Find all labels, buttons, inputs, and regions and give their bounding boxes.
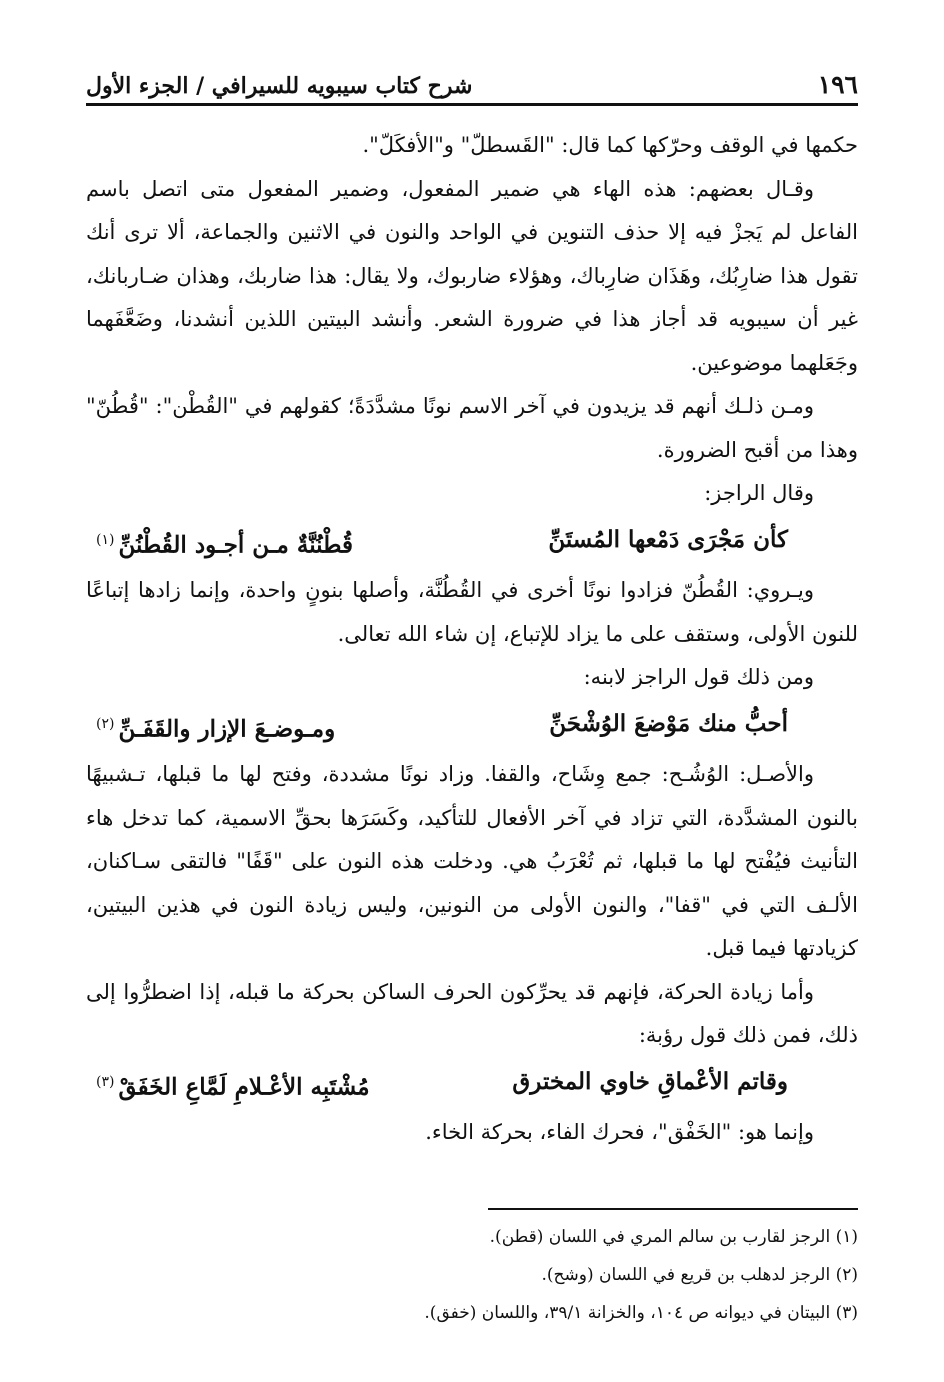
verse-1-second-text: قُطْنُنَّةٌ مـن أجـود القُطْنُنِّ (118, 531, 353, 559)
footnote-ref-3: (٣) (96, 1073, 115, 1090)
footnote-1: (١) الرجز لقارب بن سالم المري في اللسان (قطن). (489, 1227, 858, 1247)
verse-3-second-text: مُشْتَبِه الأعْـلامِ لَمَّاعِ الخَفَقْ (118, 1073, 370, 1101)
page-number: ١٩٦ (817, 70, 858, 99)
paragraph-2: وقـال بعضهم: هذه الهاء هي ضمير المفعول، وضمير المفعول متى اتصل باسم الفاعل لم يَجزْ فيه إلا حذف التنوين في الواحد والنون في الاثنين والجماعة، ألا ترى أنك تقول هذا ضارِبُك، وهَذَان ضارِباك، وهؤلاء ضاربوك، ولا يقال: هذا ضاربك، وهذان ضـاربانك، غير أن سيبويه قد أجاز هذا في ضرورة الشعر. وأنشد البيتين اللذين أنشدنا، وضَعَّفَهما وجَعَلهما موضوعين. (86, 176, 858, 375)
footnote-ref-2: (٢) (96, 715, 115, 732)
main-text (86, 124, 858, 1155)
paragraph-1: حكمها في الوقف وحرّكها كما قال: "القَسطلّ" و"الأفكَلّ". (362, 133, 858, 157)
paragraph-6: ومن ذلك قول الراجز لابنه: (583, 665, 814, 690)
verse-1-first-hemistich: كأن مَجْرَى دَمْعها المُستَنِّ (548, 525, 788, 553)
footnote-ref-1: (١) (96, 531, 115, 548)
verse-2-second-hemistich (96, 700, 335, 754)
paragraph-4: وقال الراجز: (704, 481, 814, 505)
book-title: شرح كتاب سيبويه للسيرافي / الجزء الأول (86, 73, 473, 99)
running-header (86, 62, 858, 106)
paragraph-5: ويـروي: القُطُنّ فزادوا نونًا أخرى في القُطُنَّة، وأصلها بنونٍ واحدة، وإنما زادها إتباعًا للنون الأولى، وستقف على ما يزاد للإتباع، إن شاء الله تعالى. (86, 578, 858, 646)
paragraph-8: وأما زيادة الحركة، فإنهم قد يحرِّكون الحرف الساكن بحركة ما قبله، إذا اضطرُّوا إلى ذلك، فمن ذلك قول رؤبة: (86, 979, 858, 1048)
verse-3 (86, 1058, 858, 1112)
paragraph-7: والأصـل: الوُشُـح: جمع وِشَاح، والقفا. وزاد نونًا مشددة، وفتح لها ما قبلها، تـشبيهًا بالنون المشدَّدة، التي تزاد في آخر الأفعال للتأكيد، وكَسَرَها بحقِّ الاسمية، كما تدخل هاء التأنيث فيُفْتح لها ما قبلها، ثم تُعْرَبُ هي. ودخلت هذه النون على "قَفًا" فالتقى سـاكنان، الألـف التي في "قفا"، والنون الأولى من النونين، وليس زيادة النون في هذين البيتين، كزيادتها فيما قبل. (86, 762, 858, 961)
footnote-2: (٢) الرجز لدهلب بن قريع في اللسان (وشح). (541, 1265, 858, 1285)
verse-2-first-hemistich: أحبُّ منك مَوْضعَ الوُشْحَنِّ (549, 709, 788, 737)
verse-1 (86, 516, 858, 570)
footnote-3: (٣) البيتان في ديوانه ص ١٠٤، والخزانة ٣٩/١، واللسان (خفق). (424, 1303, 858, 1323)
verse-1-second-hemistich (96, 516, 353, 570)
footnotes (86, 1218, 858, 1332)
footnote-divider (488, 1208, 858, 1210)
paragraph-9: وإنما هو: "الخَفْق"، فحرك الفاء، بحركة الخاء. (425, 1120, 814, 1145)
verse-2-second-text: ومـوضـعَ الإزار والقَفَـنِّ (118, 715, 336, 743)
paragraph-3: ومـن ذلـك أنهم قد يزيدون في آخر الاسم نونًا مشدَّدَةً؛ كقولهم في "القُطْن": "قُطُنّ" وهذا من أقبح الضرورة. (86, 394, 858, 462)
verse-3-second-hemistich (96, 1058, 370, 1112)
verse-2 (86, 700, 858, 754)
verse-3-first-hemistich: وقاتم الأعْماقِ خاوي المخترق (512, 1067, 788, 1095)
